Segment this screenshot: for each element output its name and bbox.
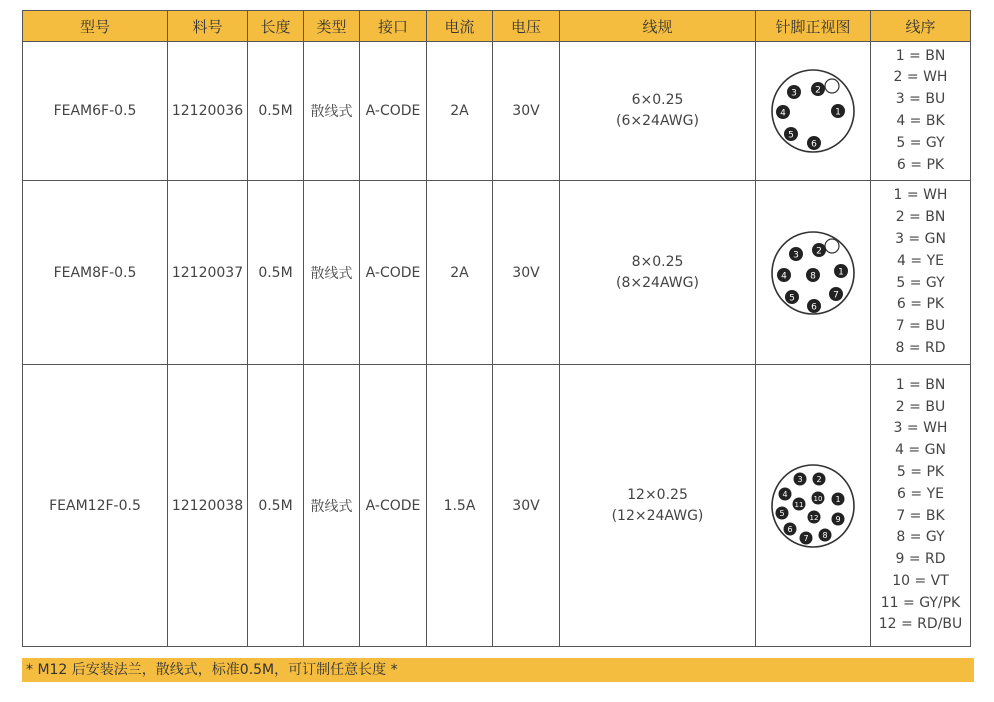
pin <box>811 82 825 96</box>
header-part-no: 料号 <box>168 11 248 42</box>
coding-key-icon <box>825 239 839 253</box>
pin <box>787 85 801 99</box>
svg-text:6: 6 <box>811 302 817 312</box>
gauge-value: 12×0.25 <box>627 486 688 503</box>
wire-item: 7 = BK <box>896 507 945 524</box>
pin <box>784 127 798 141</box>
svg-text:3: 3 <box>793 250 799 260</box>
svg-text:7: 7 <box>803 533 809 543</box>
wire-item: 3 = WH <box>893 420 948 437</box>
wire-item: 11 = GY/PK <box>880 594 961 611</box>
svg-text:8: 8 <box>810 271 816 281</box>
wire-item: 8 = RD <box>895 339 946 356</box>
wire-item: 5 = PK <box>896 463 945 480</box>
svg-text:10: 10 <box>813 494 823 503</box>
cell-wire-gauge <box>560 181 756 365</box>
cell-voltage: 30V <box>493 181 560 365</box>
svg-text:4: 4 <box>780 108 786 119</box>
wire-item: 1 = WH <box>893 187 948 204</box>
svg-text:2: 2 <box>815 85 821 96</box>
pin <box>831 104 845 118</box>
gauge-value: 8×0.25 <box>631 253 684 270</box>
wire-item: 3 = GN <box>895 230 946 247</box>
pin <box>776 506 789 519</box>
cell-voltage: 30V <box>493 365 560 647</box>
cell-part-no: 12120036 <box>168 42 248 181</box>
pin <box>808 510 821 523</box>
pin <box>789 247 803 261</box>
pin <box>813 472 826 485</box>
wire-item: 1 = BN <box>895 376 946 393</box>
wire-item: 2 = WH <box>893 69 948 86</box>
header-wire-order: 线序 <box>871 11 971 42</box>
cell-type: 散线式 <box>304 181 360 365</box>
gauge-awg: (12×24AWG) <box>611 507 704 524</box>
wire-item: 2 = BN <box>895 209 946 226</box>
pin-diagram-12 <box>768 461 858 551</box>
table-row <box>23 42 971 181</box>
pin <box>800 531 813 544</box>
cell-wire-order <box>871 181 971 365</box>
cell-model: FEAM8F-0.5 <box>23 181 168 365</box>
svg-text:5: 5 <box>789 293 795 303</box>
cell-part-no: 12120037 <box>168 181 248 365</box>
wire-item: 10 = VT <box>892 572 949 589</box>
pin <box>806 268 820 282</box>
svg-text:4: 4 <box>782 489 788 499</box>
svg-text:2: 2 <box>816 474 822 484</box>
pin-diagram-6 <box>768 66 858 156</box>
pin <box>784 522 797 535</box>
svg-text:4: 4 <box>781 271 787 281</box>
cell-current: 1.5A <box>427 365 493 647</box>
header-current: 电流 <box>427 11 493 42</box>
cell-type: 散线式 <box>304 42 360 181</box>
cell-model: FEAM12F-0.5 <box>23 365 168 647</box>
header-type: 类型 <box>304 11 360 42</box>
cell-current: 2A <box>427 42 493 181</box>
pin <box>812 243 826 257</box>
svg-text:9: 9 <box>835 514 841 524</box>
cell-part-no: 12120038 <box>168 365 248 647</box>
svg-text:6: 6 <box>787 524 793 534</box>
cell-wire-order <box>871 42 971 181</box>
svg-text:7: 7 <box>833 290 839 300</box>
svg-text:6: 6 <box>811 139 817 150</box>
pin <box>832 492 845 505</box>
svg-text:2: 2 <box>816 246 822 256</box>
coding-key-icon <box>825 79 839 93</box>
product-spec-table <box>22 10 971 647</box>
wire-item: 9 = RD <box>895 551 946 568</box>
header-pin-view: 针脚正视图 <box>756 11 871 42</box>
pin <box>807 299 821 313</box>
cell-interface: A-CODE <box>360 181 427 365</box>
svg-text:3: 3 <box>791 88 797 99</box>
cell-pin-view <box>756 181 871 365</box>
wire-item: 4 = YE <box>897 252 944 269</box>
header-model: 型号 <box>23 11 168 42</box>
table-row <box>23 365 971 647</box>
wire-item: 2 = BU <box>895 398 946 415</box>
gauge-awg: (8×24AWG) <box>616 274 699 291</box>
cell-wire-gauge <box>560 365 756 647</box>
pin <box>777 268 791 282</box>
cell-length: 0.5M <box>248 42 304 181</box>
cell-wire-order <box>871 365 971 647</box>
svg-text:1: 1 <box>835 107 841 118</box>
cell-wire-gauge <box>560 42 756 181</box>
pin <box>829 287 843 301</box>
cell-length: 0.5M <box>248 181 304 365</box>
wire-item: 6 = PK <box>896 296 945 313</box>
pin <box>819 528 832 541</box>
header-voltage: 电压 <box>493 11 560 42</box>
table-row <box>23 181 971 365</box>
gauge-value: 6×0.25 <box>631 92 684 108</box>
cell-model: FEAM6F-0.5 <box>23 42 168 181</box>
pin <box>834 264 848 278</box>
wire-item: 5 = GY <box>896 274 945 291</box>
cell-pin-view <box>756 365 871 647</box>
pin <box>793 497 806 510</box>
svg-text:11: 11 <box>794 500 804 509</box>
wire-item: 6 = YE <box>897 485 944 502</box>
cell-pin-view <box>756 42 871 181</box>
gauge-awg: (6×24AWG) <box>616 113 699 129</box>
wire-item: 12 = RD/BU <box>878 616 963 633</box>
wire-item: 1 = BN <box>895 47 946 64</box>
svg-text:1: 1 <box>835 494 841 504</box>
svg-text:12: 12 <box>809 513 819 522</box>
svg-text:5: 5 <box>788 130 794 141</box>
wire-item: 4 = BK <box>896 113 945 129</box>
pin <box>779 487 792 500</box>
wire-item: 3 = BU <box>895 91 946 108</box>
cell-current: 2A <box>427 181 493 365</box>
footnote-banner: * M12 后安装法兰，散线式，标准0.5M，可订制任意长度 * <box>22 658 974 682</box>
header-length: 长度 <box>248 11 304 42</box>
wire-item: 8 = GY <box>896 529 945 546</box>
svg-text:5: 5 <box>779 508 785 518</box>
header-interface: 接口 <box>360 11 427 42</box>
pin <box>832 512 845 525</box>
wire-item: 5 = GY <box>896 134 945 151</box>
wire-item: 6 = PK <box>896 156 945 173</box>
svg-text:3: 3 <box>797 474 803 484</box>
svg-text:1: 1 <box>838 267 844 277</box>
pin-diagram-8 <box>768 228 858 318</box>
svg-text:8: 8 <box>822 530 828 540</box>
wire-item: 7 = BU <box>895 318 946 335</box>
pin <box>794 472 807 485</box>
cell-voltage: 30V <box>493 42 560 181</box>
pin <box>807 136 821 150</box>
pin <box>785 290 799 304</box>
cell-length: 0.5M <box>248 365 304 647</box>
cell-interface: A-CODE <box>360 365 427 647</box>
pin <box>812 491 825 504</box>
wire-item: 4 = GN <box>895 442 946 459</box>
cell-interface: A-CODE <box>360 42 427 181</box>
pin <box>776 105 790 119</box>
header-wire-gauge: 线规 <box>560 11 756 42</box>
table-header-row <box>23 11 971 42</box>
cell-type: 散线式 <box>304 365 360 647</box>
